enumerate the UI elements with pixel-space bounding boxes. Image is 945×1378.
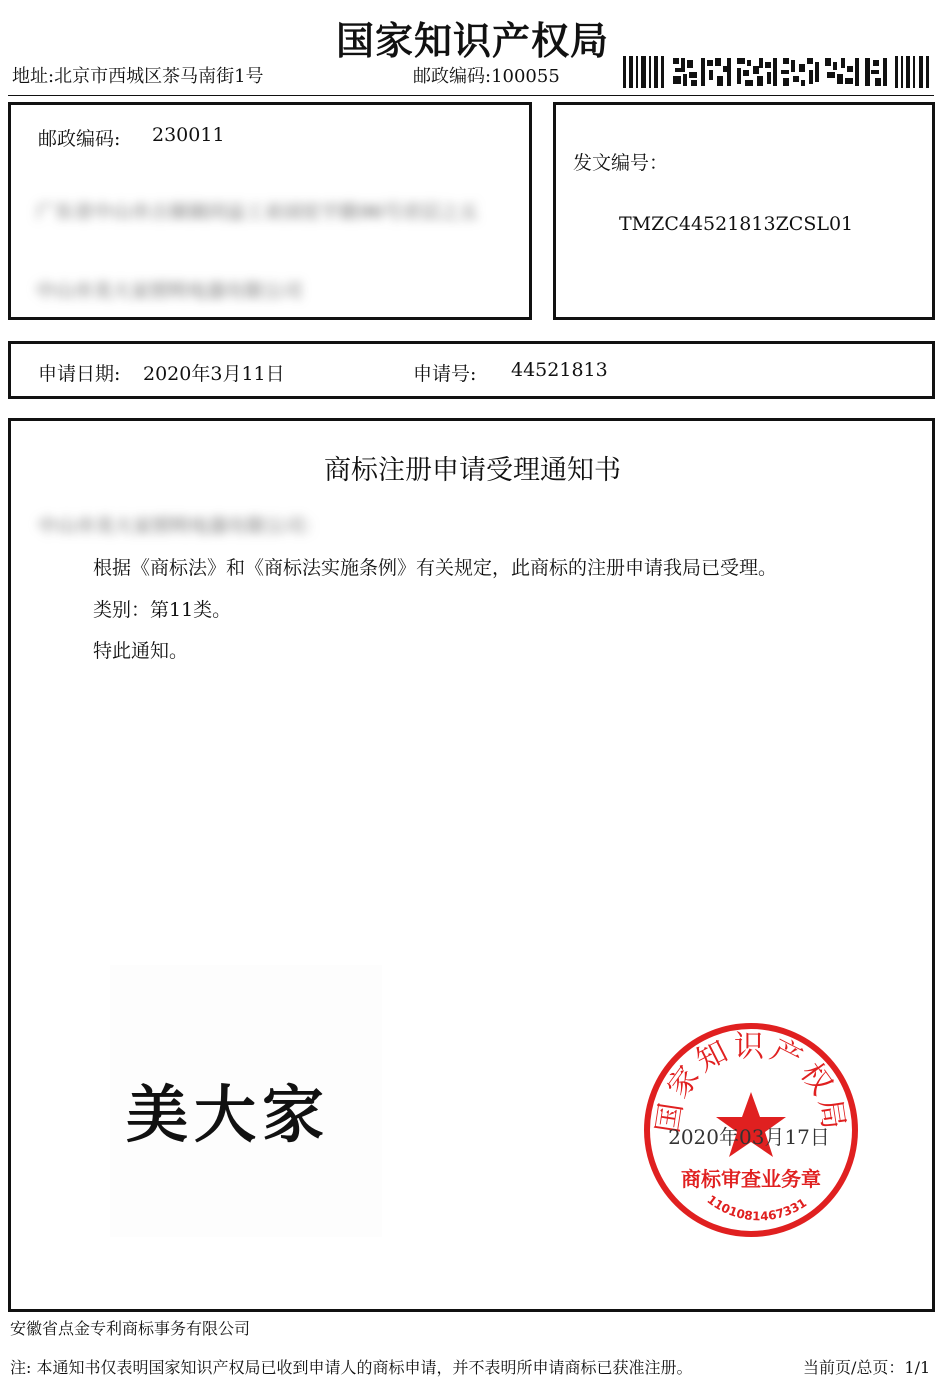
application-number-label: 申请号: xyxy=(413,363,477,385)
seal-date: 2020年03月17日 xyxy=(668,1125,830,1149)
office-address: 地址:北京市西城区茶马南街1号 xyxy=(12,66,264,87)
application-date-value: 2020年3月11日 xyxy=(143,363,285,385)
recipient-company: 中山市美大家照明电器有限公司 xyxy=(36,280,303,302)
recipient-address: 广东省中山市古镇镇同益工业园宏宇路96号首层之五 xyxy=(36,201,479,223)
notice-title: 商标注册申请受理通知书 xyxy=(324,455,621,486)
doc-number-box xyxy=(553,102,935,320)
notice-line-class: 类别：第11类。 xyxy=(93,599,232,621)
seal-purpose: 商标审查业务章 xyxy=(681,1167,821,1191)
footer-note: 注: 本通知书仅表明国家知识产权局已收到申请人的商标申请，并不表明所申请商标已获准注册。 xyxy=(10,1358,693,1377)
notice-line-closing: 特此通知。 xyxy=(93,640,189,662)
agent-name: 安徽省点金专利商标事务有限公司 xyxy=(10,1319,251,1338)
notice-line-law: 根据《商标法》和《商标法实施条例》有关规定，此商标的注册申请我局已受理。 xyxy=(93,557,778,579)
header-rule xyxy=(8,95,934,96)
office-postal-code: 邮政编码:100055 xyxy=(413,66,560,87)
application-date-label: 申请日期: xyxy=(38,363,121,385)
application-number-value: 44521813 xyxy=(511,359,608,381)
trademark-image xyxy=(110,965,382,1237)
notice-addressee: 中山市美大家照明电器有限公司： xyxy=(38,515,324,537)
recipient-postal-label: 邮政编码: xyxy=(38,128,121,150)
doc-number-value: TMZC44521813ZCSL01 xyxy=(619,213,854,235)
page-title: 国家知识产权局 xyxy=(335,19,609,63)
trademark-text: 美大家 xyxy=(126,1078,331,1151)
svg-text:1101081467331 xyxy=(704,1192,809,1223)
qr-barcode-icon xyxy=(623,56,931,88)
page-indicator: 当前页/总页：1/1 xyxy=(803,1358,931,1377)
official-seal xyxy=(641,1020,861,1240)
doc-number-label: 发文编号： xyxy=(573,152,669,174)
seal-serial: 1101081467331 xyxy=(704,1192,810,1224)
seal-arc-text: 国家知识产权局 xyxy=(650,1029,852,1136)
recipient-postal-value: 230011 xyxy=(152,124,225,146)
